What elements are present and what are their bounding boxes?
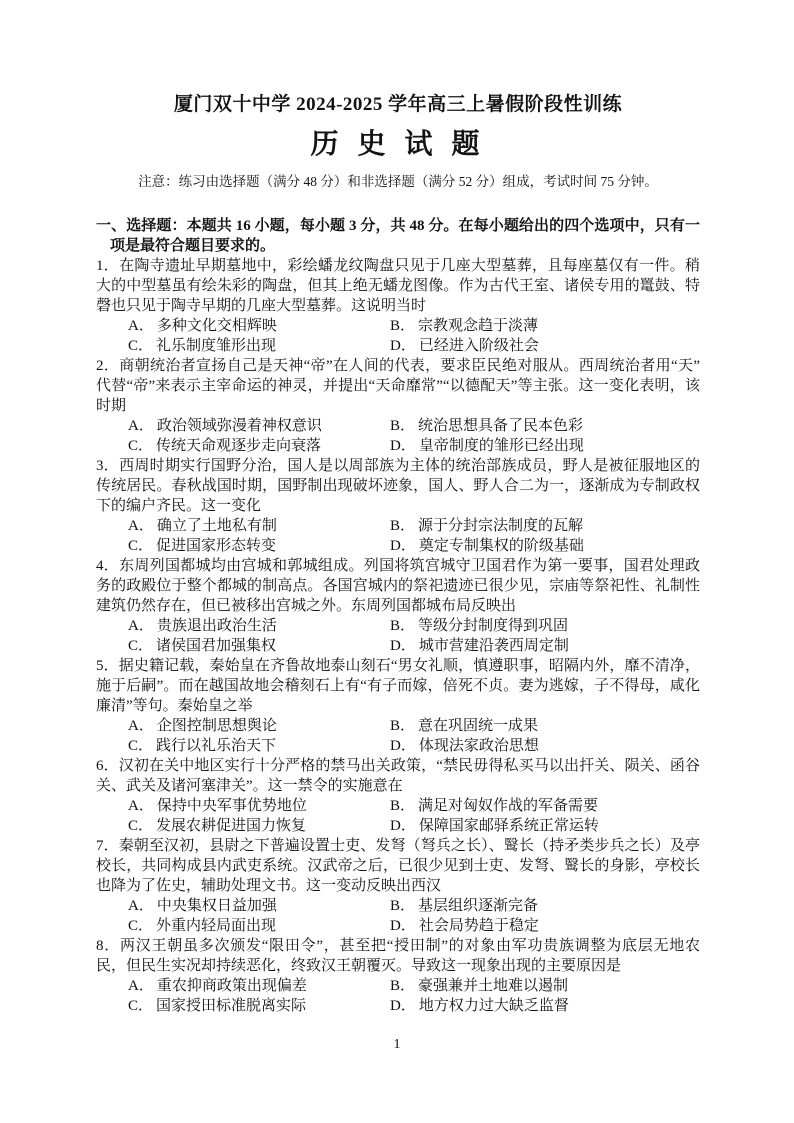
question-stem-text: 在陶寺遗址早期墓地中，彩绘蟠龙纹陶盘只见于几座大型墓葬，且每座墓仅有一件。稍大的中型墓虽有绘朱彩的陶盘，但其上绝无蟠龙图像。作为古代王室、诸侯专用的鼍鼓、特磬也只见于陶寺早期的几座大型墓葬。这说明当时 <box>96 258 700 314</box>
option-text: 统治思想具备了民本色彩 <box>418 418 584 434</box>
option-text: 外重内轻局面出现 <box>156 918 277 934</box>
section-header: 一、选择题：本题共 16 小题，每小题 3 分，共 48 分。在每小题给出的四个选项中，只有一项是最符合题目要求的。 <box>96 218 700 254</box>
option-text: 地方权力过大缺乏监督 <box>418 998 569 1014</box>
option-label: D． <box>390 438 416 454</box>
question-1 <box>96 256 700 356</box>
question-number: 7． <box>96 838 119 854</box>
option-text: 促进国家形态转变 <box>156 538 277 554</box>
option-text: 礼乐制度雏形出现 <box>156 338 277 354</box>
option-a <box>128 716 390 736</box>
option-label: A． <box>128 318 154 334</box>
option-c <box>128 916 390 936</box>
option-a <box>128 796 390 816</box>
question-options <box>96 716 700 756</box>
option-b <box>390 976 700 996</box>
option-text: 社会局势趋于稳定 <box>418 918 539 934</box>
option-text: 皇帝制度的雏形已经出现 <box>418 438 584 454</box>
option-text: 城市营建沿袭西周定制 <box>418 638 569 654</box>
question-number: 6． <box>96 758 119 774</box>
option-label: B． <box>390 518 416 534</box>
option-label: C． <box>128 918 154 934</box>
question-options <box>96 976 700 1016</box>
option-text: 企图控制思想舆论 <box>156 718 277 734</box>
question-stem-text: 两汉王朝虽多次颁发“限田令”，甚至把“授田制”的对象由军功贵族调整为底层无地农民，但民生实况却持续恶化，终致汉王朝覆灭。导致这一现象出现的主要原因是 <box>96 938 700 974</box>
question-stem <box>96 936 700 976</box>
option-label: B． <box>390 418 416 434</box>
option-text: 宗教观念趋于淡薄 <box>418 318 539 334</box>
option-text: 传统天命观逐步走向衰落 <box>156 438 322 454</box>
option-label: C． <box>128 638 154 654</box>
option-text: 基层组织逐渐完备 <box>418 898 539 914</box>
option-c <box>128 636 390 656</box>
option-label: C． <box>128 538 154 554</box>
option-d <box>390 916 700 936</box>
question-options <box>96 616 700 656</box>
option-a <box>128 616 390 636</box>
option-c <box>128 816 390 836</box>
option-d <box>390 996 700 1016</box>
question-stem <box>96 836 700 896</box>
question-stem <box>96 456 700 516</box>
option-text: 已经进入阶级社会 <box>418 338 539 354</box>
option-text: 保持中央军事优势地位 <box>156 798 307 814</box>
option-text: 体现法家政治思想 <box>418 738 539 754</box>
option-label: C． <box>128 338 154 354</box>
option-label: A． <box>128 898 154 914</box>
option-label: A． <box>128 418 154 434</box>
option-label: B． <box>390 618 416 634</box>
option-text: 国家授田标准脱离实际 <box>156 998 307 1014</box>
option-label: D． <box>390 338 416 354</box>
option-text: 政治领域弥漫着神权意识 <box>156 418 322 434</box>
option-b <box>390 796 700 816</box>
question-7 <box>96 836 700 936</box>
option-label: B． <box>390 718 416 734</box>
option-label: A． <box>128 718 154 734</box>
option-label: D． <box>390 918 416 934</box>
question-2 <box>96 356 700 456</box>
question-options <box>96 516 700 556</box>
option-b <box>390 896 700 916</box>
option-text: 奠定专制集权的阶级基础 <box>418 538 584 554</box>
question-5 <box>96 656 700 756</box>
question-stem-text: 商朝统治者宣扬自己是天神“帝”在人间的代表，要求臣民绝对服从。西周统治者用“天”代替“帝”来表示主宰命运的神灵，并提出“天命靡常”“以德配天”等主张。这一变化表明，该时期 <box>96 358 700 414</box>
question-stem-text: 西周时期实行国野分治，国人是以周部族为主体的统治部族成员，野人是被征服地区的传统居民。春秋战国时期，国野制出现破坏迹象，国人、野人合二为一，逐渐成为专制政权下的编户齐民。这一变化 <box>96 458 700 514</box>
option-b <box>390 316 700 336</box>
question-3 <box>96 456 700 556</box>
option-label: B． <box>390 318 416 334</box>
option-b <box>390 716 700 736</box>
question-stem <box>96 356 700 416</box>
option-text: 诸侯国君加强集权 <box>156 638 277 654</box>
option-a <box>128 416 390 436</box>
option-label: D． <box>390 818 416 834</box>
option-label: C． <box>128 818 154 834</box>
option-b <box>390 616 700 636</box>
option-a <box>128 896 390 916</box>
option-text: 贵族退出政治生活 <box>156 618 277 634</box>
question-6 <box>96 756 700 836</box>
question-number: 5． <box>96 658 119 674</box>
question-stem-text: 东周列国都城均由宫城和郭城组成。列国将筑宫城守卫国君作为第一要事，国君处理政务的政殿位于整个都城的制高点。各国宫城内的祭祀遗迹已很少见，宗庙等祭祀性、礼制性建筑仍然存在，但已被移出宫城之外。东周列国都城布局反映出 <box>96 558 700 614</box>
question-4 <box>96 556 700 656</box>
question-stem-text: 据史籍记载，秦始皇在齐鲁故地泰山刻石“男女礼顺，慎遵职事，昭隔内外，靡不清净，施于后嗣”。而在越国故地会稽刻石上有“有子而嫁，倍死不贞。妻为逃嫁，子不得母，咸化廉清”等句。秦始皇之举 <box>96 658 700 714</box>
option-text: 中央集权日益加强 <box>156 898 277 914</box>
option-label: D． <box>390 638 416 654</box>
option-text: 多种文化交相辉映 <box>156 318 277 334</box>
question-number: 3． <box>96 458 120 474</box>
exam-notice: 注意：练习由选择题（满分 48 分）和非选择题（满分 52 分）组成，考试时间 75 分钟。 <box>138 174 658 189</box>
option-text: 豪强兼并土地难以遏制 <box>418 978 569 994</box>
question-options <box>96 796 700 836</box>
option-text: 重农抑商政策出现偏差 <box>156 978 307 994</box>
option-d <box>390 636 700 656</box>
option-label: B． <box>390 978 416 994</box>
question-stem <box>96 256 700 316</box>
option-c <box>128 736 390 756</box>
option-text: 保障国家邮驿系统正常运转 <box>418 818 599 834</box>
question-options <box>96 316 700 356</box>
option-text: 满足对匈奴作战的军备需要 <box>418 798 599 814</box>
option-text: 发展农耕促进国力恢复 <box>156 818 307 834</box>
option-label: D． <box>390 998 416 1014</box>
option-text: 等级分封制度得到巩固 <box>418 618 569 634</box>
question-stem <box>96 556 700 616</box>
option-label: C． <box>128 998 154 1014</box>
option-a <box>128 976 390 996</box>
question-number: 8． <box>96 938 120 954</box>
option-label: A． <box>128 978 154 994</box>
question-options <box>96 896 700 936</box>
question-stem-text: 汉初在关中地区实行十分严格的禁马出关政策，“禁民毋得私买马以出扞关、陨关、函谷关、武关及诸河塞津关”。这一禁令的实施意在 <box>96 758 700 794</box>
option-label: B． <box>390 798 416 814</box>
option-label: A． <box>128 518 154 534</box>
option-c <box>128 996 390 1016</box>
question-stem-text: 秦朝至汉初，县尉之下普遍设置士吏、发弩（弩兵之长）、鹥长（持矛类步兵之长）及亭校长，共同构成县内武吏系统。汉武帝之后，已很少见到士吏、发弩、鹥长的身影，亭校长也降为了佐史，辅助处理文书。这一变动反映出西汉 <box>96 838 700 894</box>
option-label: D． <box>390 738 416 754</box>
option-d <box>390 436 700 456</box>
question-stem <box>96 656 700 716</box>
question-number: 1． <box>96 258 120 274</box>
question-8 <box>96 936 700 1016</box>
option-text: 确立了土地私有制 <box>156 518 277 534</box>
option-c <box>128 336 390 356</box>
option-d <box>390 816 700 836</box>
option-d <box>390 336 700 356</box>
option-c <box>128 436 390 456</box>
option-d <box>390 736 700 756</box>
option-text: 践行以礼乐治天下 <box>156 738 277 754</box>
option-label: A． <box>128 798 154 814</box>
option-d <box>390 536 700 556</box>
option-label: C． <box>128 438 154 454</box>
option-label: C． <box>128 738 154 754</box>
option-label: B． <box>390 898 416 914</box>
question-number: 4． <box>96 558 120 574</box>
option-b <box>390 516 700 536</box>
option-text: 源于分封宗法制度的瓦解 <box>418 518 584 534</box>
option-a <box>128 316 390 336</box>
school-title: 厦门双十中学 2024-2025 学年高三上暑假阶段性训练 <box>173 94 623 115</box>
option-c <box>128 536 390 556</box>
question-number: 2． <box>96 358 120 374</box>
question-stem <box>96 756 700 796</box>
option-label: D． <box>390 538 416 554</box>
option-label: A． <box>128 618 154 634</box>
option-text: 意在巩固统一成果 <box>418 718 539 734</box>
page-number: 1 <box>393 1037 401 1052</box>
question-options <box>96 416 700 456</box>
option-b <box>390 416 700 436</box>
subject-title: 历 史 试 题 <box>310 129 486 160</box>
option-a <box>128 516 390 536</box>
